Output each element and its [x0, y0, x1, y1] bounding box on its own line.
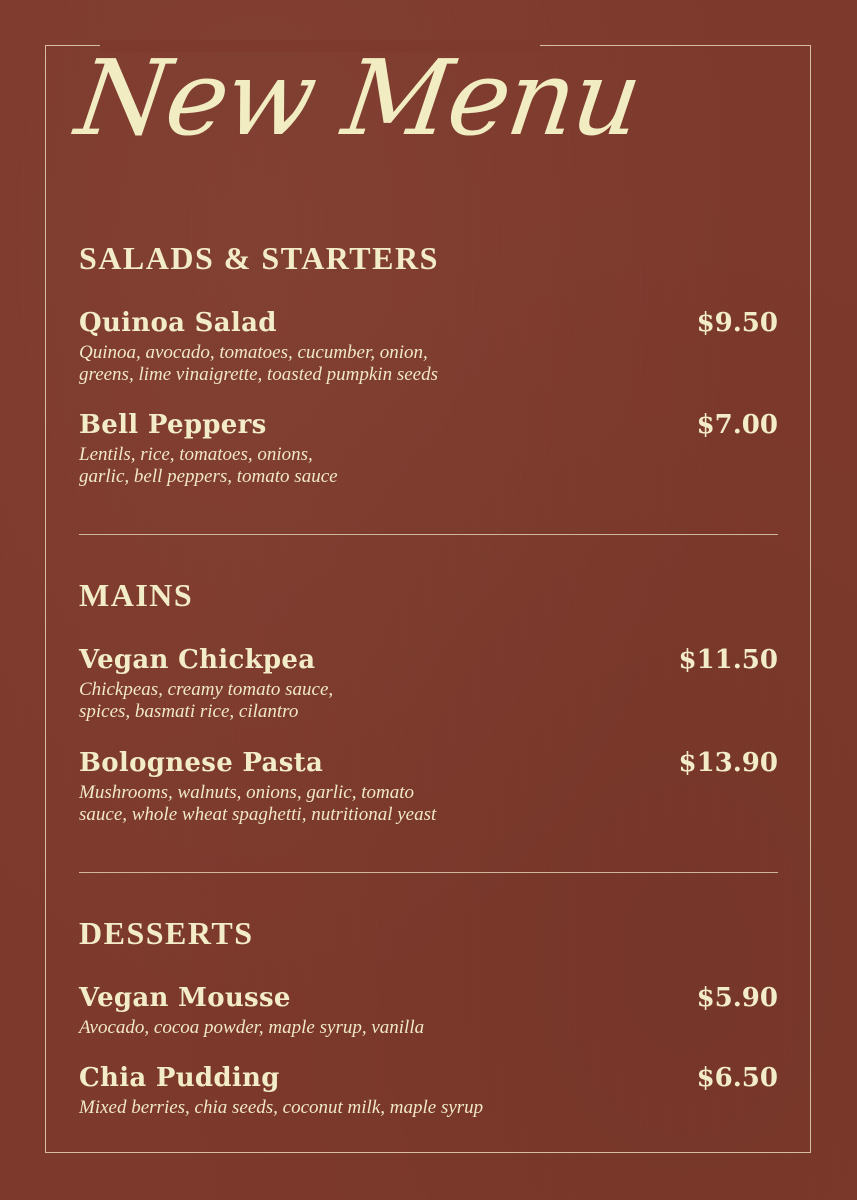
item-price: $7.00 — [696, 410, 778, 440]
menu-title: New Menu — [69, 37, 648, 159]
section-divider — [79, 872, 778, 873]
item-price: $13.90 — [678, 748, 778, 778]
section-heading: MAINS — [79, 577, 194, 613]
menu-item — [79, 981, 778, 1039]
item-name: Vegan Chickpea — [79, 645, 316, 675]
section-heading: SALADS & STARTERS — [79, 240, 439, 276]
item-price: $9.50 — [696, 308, 778, 338]
item-description: Mixed berries, chia seeds, coconut milk, maple syrup — [79, 1097, 484, 1118]
section-heading: DESSERTS — [79, 915, 254, 951]
menu-item — [79, 1061, 778, 1119]
section-divider — [79, 534, 778, 535]
item-name: Quinoa Salad — [79, 308, 277, 338]
section-desserts — [79, 913, 778, 953]
item-description: Quinoa, avocado, tomatoes, cucumber, onion, greens, lime vinaigrette, toasted pumpkin seeds — [79, 342, 438, 385]
item-name: Chia Pudding — [79, 1063, 280, 1093]
item-description: Chickpeas, creamy tomato sauce, spices, basmati rice, cilantro — [79, 679, 334, 722]
menu-item — [79, 408, 778, 488]
item-name: Vegan Mousse — [79, 983, 291, 1013]
item-price: $6.50 — [696, 1063, 778, 1093]
section-mains — [79, 575, 778, 615]
menu-item — [79, 643, 778, 723]
item-description: Lentils, rice, tomatoes, onions, garlic, bell peppers, tomato sauce — [79, 444, 338, 487]
item-description: Mushrooms, walnuts, onions, garlic, tomato sauce, whole wheat spaghetti, nutritional yeast — [79, 782, 437, 825]
item-price: $5.90 — [696, 983, 778, 1013]
menu-item — [79, 306, 778, 386]
item-description: Avocado, cocoa powder, maple syrup, vanilla — [79, 1017, 425, 1038]
menu-item — [79, 746, 778, 826]
item-name: Bolognese Pasta — [79, 748, 324, 778]
item-name: Bell Peppers — [79, 410, 267, 440]
item-price: $11.50 — [678, 645, 778, 675]
section-salads-starters — [79, 238, 778, 278]
